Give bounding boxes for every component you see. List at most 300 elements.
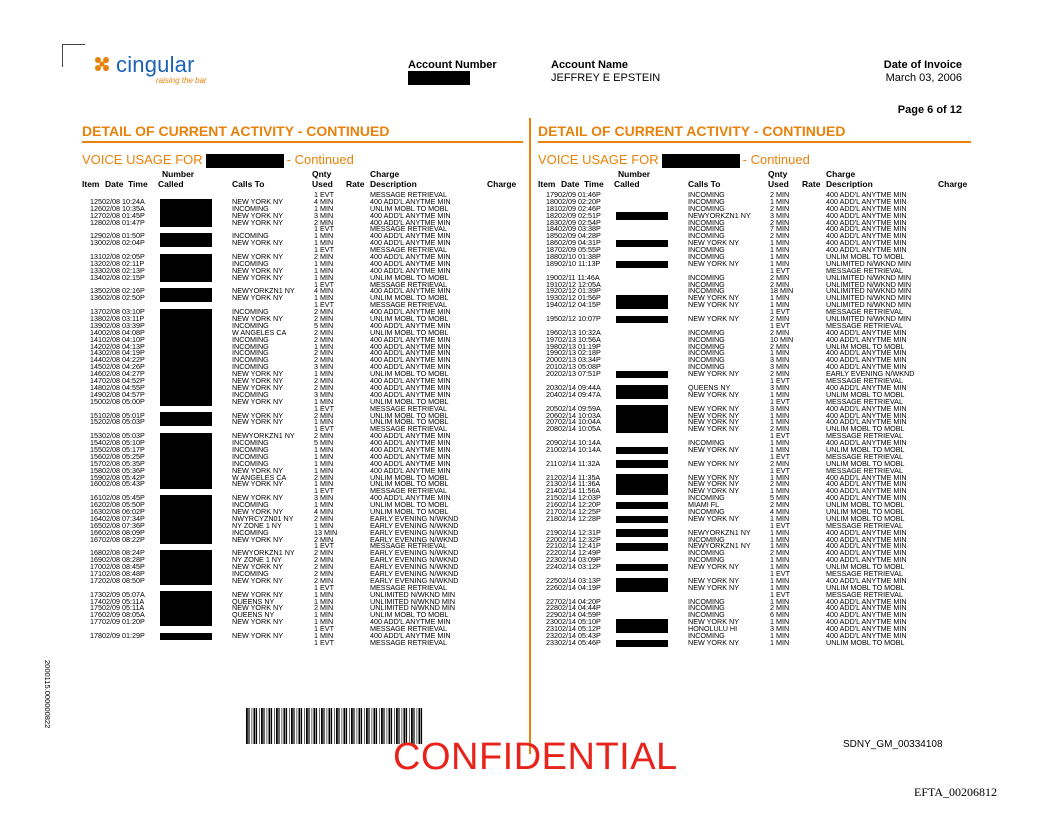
table-row — [82, 302, 522, 309]
cell-description: UNLIM MOBL TO MOBL — [370, 272, 449, 282]
cell-quantity: 2 MIN — [314, 548, 334, 558]
cell-description: UNLIMITED N/WKND MIN — [826, 286, 912, 296]
cell-date-time: 02/14 09:59A — [558, 403, 601, 413]
cell-calls-to: QUEENS NY — [688, 382, 731, 392]
cell-quantity: 1 MIN — [770, 472, 790, 482]
cell-calls-to: NEW YORK NY — [232, 293, 283, 303]
table-row — [82, 357, 522, 364]
cell-date-time: 02/09 04:28P — [558, 231, 601, 241]
cell-item: 168 — [90, 548, 102, 558]
cell-quantity: 2 MIN — [770, 424, 790, 434]
cell-date-time: 02/14 11:32A — [558, 458, 601, 468]
cell-quantity: 1 EVT — [770, 589, 790, 599]
cell-date-time: 02/08 04:26P — [102, 362, 145, 372]
section-title-left: DETAIL OF CURRENT ACTIVITY - CONTINUED — [82, 123, 390, 139]
cell-description: 400 ADD'L ANYTME MIN — [826, 245, 907, 255]
cell-description: 400 ADD'L ANYTME MIN — [826, 493, 907, 503]
cell-item: 153 — [90, 431, 102, 441]
cell-date-time: 02/08 02:04P — [102, 238, 145, 248]
cell-date-time: 02/10 11:13P — [558, 258, 601, 268]
cell-description: 400 ADD'L ANYTME MIN — [370, 438, 451, 448]
cell-quantity: 2 MIN — [770, 479, 790, 489]
cell-calls-to: INCOMING — [232, 348, 269, 358]
cell-date-time: 02/09 05:55P — [558, 245, 601, 255]
cell-item: 156 — [90, 451, 102, 461]
cell-calls-to: NEW YORK NY — [232, 417, 283, 427]
cell-calls-to: NEW YORK NY — [688, 458, 739, 468]
cell-quantity: 1 EVT — [314, 279, 334, 289]
table-row — [82, 410, 522, 420]
table-row — [538, 550, 978, 557]
cell-date-time: 02/08 02:13P — [102, 265, 145, 275]
table-row — [538, 240, 978, 247]
cell-description: 400 ADD'L ANYTME MIN — [370, 258, 451, 268]
col-rate: Rate — [802, 179, 821, 189]
cell-description: MESSAGE RETRIEVAL — [370, 637, 447, 647]
cell-description: UNLIM MOBL TO MOBL — [826, 582, 905, 592]
brand-name: cingular — [116, 52, 195, 77]
efta-number: EFTA_00206812 — [914, 785, 998, 799]
cell-date-time: 02/13 02:18P — [558, 348, 601, 358]
cell-quantity: 4 MIN — [770, 506, 790, 516]
cingular-logo — [92, 52, 232, 90]
cell-calls-to: NEW YORK NY — [232, 410, 283, 420]
cell-description: 400 ADD'L ANYTME MIN — [370, 334, 451, 344]
cell-description: 400 ADD'L ANYTME MIN — [370, 465, 451, 475]
cell-calls-to: NEW YORK NY — [232, 196, 283, 206]
cell-description: 400 ADD'L ANYTME MIN — [826, 541, 907, 551]
cell-description: 400 ADD'L ANYTME MIN — [370, 238, 451, 248]
cell-description: 400 ADD'L ANYTME MIN — [826, 596, 907, 606]
cell-quantity: 4 MIN — [314, 506, 334, 516]
cell-item: 219 — [546, 527, 558, 537]
cell-date-time: 02/12 10:07P — [558, 314, 601, 324]
redaction-phone-left — [206, 154, 284, 168]
cell-quantity: 5 MIN — [314, 320, 334, 330]
table-row — [82, 403, 522, 413]
cell-calls-to: NEW YORK NY — [688, 486, 739, 496]
cell-item: 166 — [90, 527, 102, 537]
cell-calls-to: INCOMING — [232, 444, 269, 454]
cell-calls-to: NEW YORK NY — [688, 479, 739, 489]
cell-quantity: 1 MIN — [770, 562, 790, 572]
cell-calls-to: QUEENS NY — [232, 596, 275, 606]
cell-description: 400 ADD'L ANYTME MIN — [370, 444, 451, 454]
cell-description: MESSAGE RETRIEVAL — [826, 568, 903, 578]
cell-description: 400 ADD'L ANYTME MIN — [370, 307, 451, 317]
cell-item: 217 — [546, 506, 558, 516]
cell-item: 180 — [546, 196, 558, 206]
cell-item: 179 — [546, 190, 558, 199]
section-title-right: DETAIL OF CURRENT ACTIVITY - CONTINUED — [538, 123, 846, 139]
cell-date-time: 02/14 12:28P — [558, 513, 601, 523]
cell-date-time: 02/08 05:17P — [102, 444, 145, 454]
cell-description: UNLIMITED N/WKND MIN — [370, 603, 456, 613]
cingular-x-icon — [92, 54, 112, 74]
cell-item: 127 — [90, 210, 102, 220]
table-row — [82, 396, 522, 406]
cell-quantity: 2 MIN — [770, 327, 790, 337]
cell-calls-to: INCOMING — [688, 217, 725, 227]
col-used: Used — [768, 179, 789, 189]
cell-quantity: 1 MIN — [314, 258, 334, 268]
table-row — [538, 226, 978, 233]
cell-item: 161 — [90, 493, 102, 503]
table-row — [538, 444, 978, 454]
table-row — [538, 543, 978, 550]
cell-quantity: 1 MIN — [770, 596, 790, 606]
cell-date-time: 02/08 04:27P — [102, 369, 145, 379]
cell-calls-to: NEW YORK NY — [232, 369, 283, 379]
cell-description: UNLIM MOBL TO MOBL — [370, 479, 449, 489]
cell-item: 155 — [90, 444, 102, 454]
cell-date-time: 02/14 04:44P — [558, 603, 601, 613]
cell-quantity: 1 MIN — [770, 389, 790, 399]
cell-item: 129 — [90, 231, 102, 241]
cell-quantity: 1 MIN — [314, 451, 334, 461]
cell-quantity: 2 MIN — [314, 513, 334, 523]
cell-calls-to: NEW YORK NY — [688, 513, 739, 523]
table-row — [82, 596, 522, 606]
cell-date-time: 02/08 02:15P — [102, 272, 145, 282]
cell-item: 170 — [90, 562, 102, 572]
cell-item: 178 — [90, 631, 102, 640]
cell-description: 400 ADD'L ANYTME MIN — [370, 231, 451, 241]
cell-date-time: 02/14 10:05A — [558, 424, 601, 434]
table-row — [538, 481, 978, 488]
cell-date-time: 02/08 04:13P — [102, 341, 145, 351]
cell-date-time: 02/14 05:46P — [558, 637, 601, 647]
cell-quantity: 1 EVT — [770, 465, 790, 475]
col-number-top: Number — [618, 169, 651, 179]
table-row — [538, 433, 978, 440]
cell-description: UNLIM MOBL TO MOBL — [826, 389, 905, 399]
page-number: Page 6 of 12 — [897, 104, 962, 116]
cell-quantity: 1 MIN — [314, 293, 334, 303]
corner-crop-mark — [62, 44, 85, 67]
cell-quantity: 2 MIN — [770, 231, 790, 241]
cell-calls-to: NEW YORK NY — [688, 293, 739, 303]
cell-quantity: 2 MIN — [314, 348, 334, 358]
cell-description: 400 ADD'L ANYTME MIN — [370, 348, 451, 358]
table-row — [538, 309, 978, 316]
cell-quantity: 1 EVT — [770, 520, 790, 530]
table-row — [82, 327, 522, 337]
invoice-date: March 03, 2006 — [885, 72, 962, 84]
cell-description: 400 ADD'L ANYTME MIN — [826, 575, 907, 585]
cell-calls-to: INCOMING — [688, 493, 725, 503]
cell-quantity: 7 MIN — [770, 224, 790, 234]
cell-item: 226 — [546, 582, 558, 592]
table-row — [82, 481, 522, 488]
cell-date-time: 02/14 03:09P — [558, 555, 601, 565]
table-row — [82, 619, 522, 626]
cell-quantity: 4 MIN — [314, 196, 334, 206]
cell-quantity: 1 MIN — [770, 245, 790, 255]
side-document-number: 2000115.000000822 — [43, 660, 52, 729]
cell-description: 400 ADD'L ANYTME MIN — [826, 479, 907, 489]
cell-date-time: 02/09 05:11A — [102, 596, 145, 606]
table-row — [82, 433, 522, 440]
cell-date-time: 02/14 05:12P — [558, 624, 601, 634]
cell-quantity: 1 EVT — [770, 396, 790, 406]
table-row — [82, 364, 522, 371]
cell-description: MESSAGE RETRIEVAL — [370, 300, 447, 310]
cell-item: 198 — [546, 341, 558, 351]
cell-quantity: 1 MIN — [314, 479, 334, 489]
cell-calls-to: NEWYORKZN1 NY — [688, 210, 751, 220]
table-row — [538, 217, 978, 227]
cell-date-time: 02/08 04:08P — [102, 327, 145, 337]
cell-item: 154 — [90, 438, 102, 448]
cell-calls-to: INCOMING — [688, 362, 725, 372]
cell-item: 222 — [546, 548, 558, 558]
col-called: Called — [158, 179, 184, 189]
table-row — [538, 396, 978, 406]
cell-calls-to: NEW YORK NY — [688, 617, 739, 627]
cell-description: 400 ADD'L ANYTME MIN — [826, 472, 907, 482]
cell-date-time: 02/08 04:57P — [102, 389, 145, 399]
table-row — [538, 382, 978, 392]
section-rule-right — [538, 141, 971, 143]
cell-quantity: 2 MIN — [770, 500, 790, 510]
cell-calls-to: NEW YORK NY — [232, 534, 283, 544]
cell-date-time: 02/08 08:28P — [102, 555, 145, 565]
cell-item: 167 — [90, 534, 102, 544]
cell-quantity: 3 MIN — [770, 624, 790, 634]
cell-item: 233 — [546, 637, 558, 647]
cell-calls-to: INCOMING — [688, 438, 725, 448]
table-row — [538, 288, 978, 295]
cell-date-time: 02/08 04:22P — [102, 355, 145, 365]
cell-date-time: 02/14 09:47A — [558, 389, 601, 399]
cell-quantity: 1 MIN — [770, 238, 790, 248]
cell-quantity: 1 MIN — [770, 555, 790, 565]
cell-quantity: 2 MIN — [314, 431, 334, 441]
cell-item: 218 — [546, 513, 558, 523]
cell-item: 131 — [90, 252, 102, 262]
account-number-label: Account Number — [408, 59, 497, 71]
cell-quantity: 1 MIN — [770, 575, 790, 585]
table-row — [538, 495, 978, 502]
table-row — [538, 196, 978, 206]
cell-calls-to: NEW YORK NY — [232, 238, 283, 248]
cell-date-time: 02/08 01:45P — [102, 210, 145, 220]
table-row — [82, 240, 522, 247]
cell-quantity: 1 MIN — [770, 258, 790, 268]
cell-quantity: 1 MIN — [314, 444, 334, 454]
cell-quantity: 1 EVT — [770, 451, 790, 461]
cell-quantity: 1 MIN — [770, 410, 790, 420]
cell-quantity: 1 MIN — [314, 617, 334, 627]
cell-description: 400 ADD'L ANYTME MIN — [826, 417, 907, 427]
table-row — [82, 341, 522, 351]
cell-description: UNLIM MOBL TO MOBL — [370, 506, 449, 516]
col-charge: Charge — [938, 179, 968, 189]
cell-calls-to: QUEENS NY — [232, 610, 275, 620]
cell-description: 400 ADD'L ANYTME MIN — [370, 355, 451, 365]
cell-calls-to: NEW YORK NY — [688, 403, 739, 413]
cell-item: 189 — [546, 258, 558, 268]
cell-calls-to: INCOMING — [688, 252, 725, 262]
cell-item: 181 — [546, 203, 558, 213]
cell-calls-to: INCOMING — [232, 500, 269, 510]
cell-quantity: 1 EVT — [314, 582, 334, 592]
col-item: Item — [82, 179, 100, 189]
cell-description: 400 ADD'L ANYTME MIN — [370, 217, 451, 227]
col-qnty-top: Qnty — [312, 169, 332, 179]
cell-quantity: 2 MIN — [314, 376, 334, 386]
cell-description: UNLIM MOBL TO MOBL — [826, 562, 905, 572]
table-row — [82, 192, 522, 199]
cell-date-time: 02/14 03:13P — [558, 575, 601, 585]
cell-quantity: 1 EVT — [770, 307, 790, 317]
cell-date-time: 02/08 05:35P — [102, 458, 145, 468]
cell-description: 400 ADD'L ANYTME MIN — [826, 410, 907, 420]
table-row — [82, 426, 522, 433]
cell-description: UNLIM MOBL TO MOBL — [370, 472, 449, 482]
cell-item: 201 — [546, 362, 558, 372]
cell-description: UNLIM MOBL TO MOBL — [826, 513, 905, 523]
cell-item: 148 — [90, 382, 102, 392]
cell-description: 400 ADD'L ANYTME MIN — [826, 438, 907, 448]
table-row — [538, 389, 978, 399]
cell-quantity: 10 MIN — [770, 334, 794, 344]
cell-calls-to: NEW YORK NY — [232, 396, 283, 406]
cell-quantity: 1 MIN — [314, 203, 334, 213]
cell-quantity: 2 MIN — [314, 334, 334, 344]
cell-quantity: 1 MIN — [314, 341, 334, 351]
cell-item: 171 — [90, 568, 102, 578]
cell-date-time: 02/08 08:24P — [102, 548, 145, 558]
col-date: Date — [561, 179, 580, 189]
cell-quantity: 1 EVT — [770, 376, 790, 386]
cell-item: 187 — [546, 245, 558, 255]
cell-calls-to: NEW YORK NY — [232, 314, 283, 324]
cell-description: MESSAGE RETRIEVAL — [370, 245, 447, 255]
cell-item: 230 — [546, 617, 558, 627]
cell-date-time: 02/08 05:00P — [102, 396, 145, 406]
cell-quantity: 1 MIN — [314, 465, 334, 475]
cell-quantity: 1 MIN — [314, 231, 334, 241]
cell-quantity: 3 MIN — [770, 403, 790, 413]
cell-item: 128 — [90, 217, 102, 227]
cell-item: 126 — [90, 203, 102, 213]
table-row — [538, 320, 978, 330]
cell-item: 207 — [546, 417, 558, 427]
cell-date-time: 02/08 05:01P — [102, 410, 145, 420]
cell-description: 400 ADD'L ANYTME MIN — [370, 252, 451, 262]
table-row — [538, 403, 978, 413]
cell-calls-to: NEWYORKZN1 NY — [688, 541, 751, 551]
cell-description: MESSAGE RETRIEVAL — [370, 403, 447, 413]
cell-quantity: 1 MIN — [770, 348, 790, 358]
cell-quantity: 2 MIN — [314, 575, 334, 585]
cell-quantity: 2 MIN — [314, 314, 334, 324]
cell-description: 400 ADD'L ANYTME MIN — [370, 458, 451, 468]
cell-quantity: 1 MIN — [770, 252, 790, 262]
cell-quantity: 3 MIN — [314, 210, 334, 220]
cell-date-time: 02/08 06:02P — [102, 506, 145, 516]
cell-quantity: 2 MIN — [314, 534, 334, 544]
cell-item: 132 — [90, 258, 102, 268]
cell-quantity: 2 MIN — [314, 327, 334, 337]
table-row — [538, 327, 978, 337]
cell-description: 400 ADD'L ANYTME MIN — [370, 376, 451, 386]
table-row — [82, 226, 522, 233]
table-row — [82, 637, 522, 647]
cell-calls-to: INCOMING — [688, 631, 725, 640]
table-row — [538, 254, 978, 261]
table-row — [538, 637, 978, 647]
cell-item: 194 — [546, 300, 558, 310]
cell-calls-to: INCOMING — [232, 334, 269, 344]
cell-calls-to: NEW YORK NY — [688, 582, 739, 592]
cell-item: 231 — [546, 624, 558, 634]
cell-item: 211 — [546, 458, 558, 468]
cell-description: 400 ADD'L ANYTME MIN — [826, 238, 907, 248]
cell-description: 400 ADD'L ANYTME MIN — [826, 362, 907, 372]
cell-date-time: 02/08 05:43P — [102, 479, 145, 489]
cell-description: UNLIMITED N/WKND MIN — [826, 314, 912, 324]
table-row — [538, 258, 978, 268]
cell-calls-to: NEW YORK NY — [688, 410, 739, 420]
cell-quantity: 6 MIN — [770, 610, 790, 620]
cell-description: UNLIM MOBL TO MOBL — [826, 341, 905, 351]
cell-description: MESSAGE RETRIEVAL — [370, 190, 447, 199]
table-row — [538, 458, 978, 468]
cell-quantity: 3 MIN — [770, 382, 790, 392]
cell-date-time: 02/14 12:20P — [558, 500, 601, 510]
cell-date-time: 02/08 05:42P — [102, 472, 145, 482]
cell-item: 227 — [546, 596, 558, 606]
cell-item: 225 — [546, 575, 558, 585]
cell-calls-to: NEWYORKZN1 NY — [232, 548, 295, 558]
cell-date-time: 02/08 02:50P — [102, 293, 145, 303]
call-table-left — [82, 192, 522, 647]
cell-description: UNLIMITED N/WKND MIN — [826, 272, 912, 282]
cell-description: UNLIMITED N/WKND MIN — [370, 596, 456, 606]
table-row — [82, 458, 522, 468]
cell-date-time: 02/08 08:45P — [102, 562, 145, 572]
cell-description: EARLY EVENING N/WKND — [370, 562, 459, 572]
col-item: Item — [538, 179, 556, 189]
cell-calls-to: NEW YORK NY — [688, 424, 739, 434]
cell-calls-to: NEW YORK NY — [688, 369, 739, 379]
cell-calls-to: INCOMING — [688, 272, 725, 282]
table-row — [82, 258, 522, 268]
col-charge-top: Charge — [370, 169, 400, 179]
cell-calls-to: NEW YORK NY — [232, 382, 283, 392]
cell-description: 400 ADD'L ANYTME MIN — [826, 548, 907, 558]
table-row — [538, 265, 978, 275]
cell-calls-to: NEW YORK NY — [688, 444, 739, 454]
cell-description: 400 ADD'L ANYTME MIN — [370, 431, 451, 441]
table-row — [82, 265, 522, 275]
cell-date-time: 02/09 02:51P — [558, 210, 601, 220]
redaction-phone-right — [662, 154, 740, 168]
cell-date-time: 02/13 01:19P — [558, 341, 601, 351]
cell-date-time: 02/08 10:35A — [102, 203, 145, 213]
cell-description: UNLIM MOBL TO MOBL — [370, 410, 449, 420]
cell-item: 135 — [90, 286, 102, 296]
table-row — [538, 568, 978, 578]
cell-calls-to: INCOMING — [232, 307, 269, 317]
cell-date-time: 02/08 03:39P — [102, 320, 145, 330]
cell-date-time: 02/09 01:29P — [102, 631, 145, 640]
table-row — [538, 350, 978, 357]
cell-item: 209 — [546, 438, 558, 448]
